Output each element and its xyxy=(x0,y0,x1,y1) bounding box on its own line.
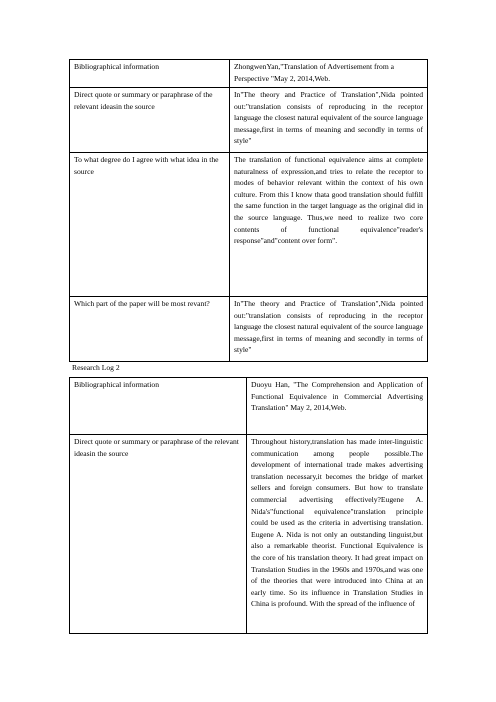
row-content: In"The theory and Practice of Translation",Nida pointed out:"translation consists of reproducing in the receptor language the closest natural equivalent of the source language message,first in terms of meaning and secondly in terms of style" xyxy=(230,297,428,362)
table-row xyxy=(70,435,428,634)
table-row xyxy=(70,378,428,435)
row-label: To what degree do I agree with what idea in the source xyxy=(70,153,230,297)
row-label: Direct quote or summary or paraphrase of the relevant ideasin the source xyxy=(70,88,230,153)
table-row xyxy=(70,88,428,153)
row-label: Bibliographical information xyxy=(70,378,247,435)
row-content: The translation of functional equivalence aims at complete naturalness of expression,and tries to relate the receptor to modes of behavior relevant within the context of his own culture. From this I know thata good translation should fulfill the same function in the target language as the original did in the source language. Thus,we need to realize two core contents of functional equivalence"reader's response"and"content over form". xyxy=(230,153,428,297)
research-log-2-table xyxy=(69,377,428,634)
research-log-1-table xyxy=(69,59,428,362)
row-content: In"The theory and Practice of Translation",Nida pointed out:"translation consists of reproducing in the receptor language the closest natural equivalent of the source language message,first in terms of meaning and secondly in terms of style" xyxy=(230,88,428,153)
table-row xyxy=(70,153,428,297)
row-content: Throughout history,translation has made inter-linguistic communication among people possible.The development of international trade makes advertising translation necessary,it becomes the bridge of market sellers and foreign consumers. But how to translate commercial advertising effectively?Eugene A. Nida's"functional equivalence"translation principle could be used as the criteria in advertising translation. Eugene A. Nida is not only an outstanding linguist,but also a remarkable theorist. Functional Equivalence is the core of his translation theory. It had great impact on Translation Studies in the 1960s and 1970s,and was one of the theories that were introduced into China at an early time. So its influence in Translation Studies in China is profound. With the spread of the influence of xyxy=(247,435,428,634)
row-label: Bibliographical information xyxy=(70,60,230,88)
row-label: Direct quote or summary or paraphrase of the relevant ideasin the source xyxy=(70,435,247,634)
research-log-2-title: Research Log 2 xyxy=(72,363,120,372)
row-label: Which part of the paper will be most revant? xyxy=(70,297,230,362)
row-content: ZhongwenYan,"Translation of Advertisement from a Perspective "May 2, 2014,Web. xyxy=(230,60,428,88)
table-row xyxy=(70,60,428,88)
row-content: Duoyu Han, "The Comprehension and Application of Functional Equivalence in Commercial Advertising Translation" May 2, 2014,Web. xyxy=(247,378,428,435)
table-row xyxy=(70,297,428,362)
